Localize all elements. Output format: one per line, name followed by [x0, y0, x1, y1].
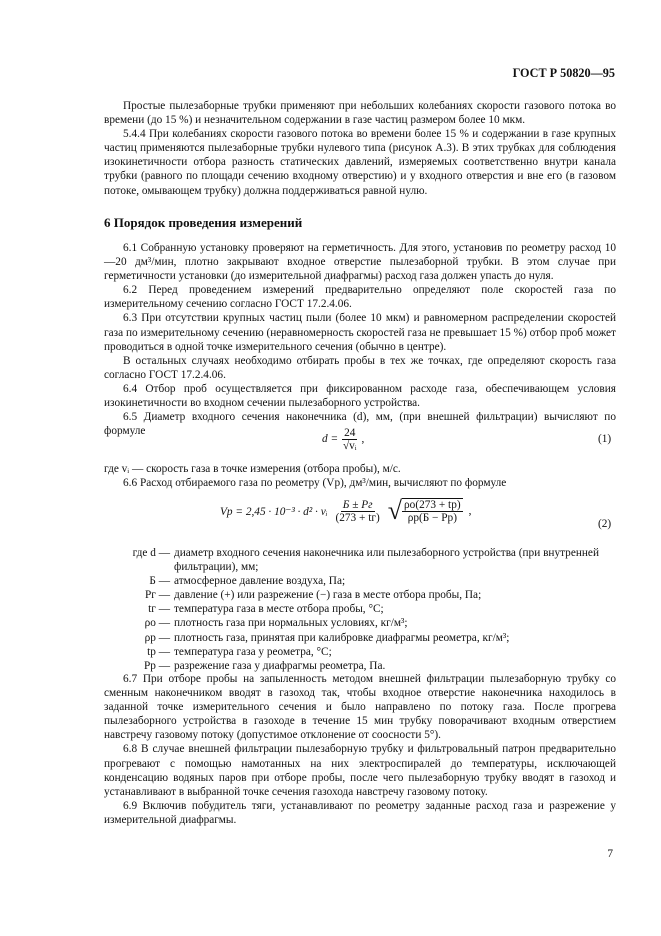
paragraph: 6.8 В случае внешней фильтрации пылезаборную трубку и фильтровальный патрон предварительно прогревают с помощью намотанных на них электроспиралей до температуры, исключающей конденсацию водяных паров при отборе пробы, после чего пылезаборную трубку вводят в газоход и устанавливают в выбранной точке сечения газохода навстречу газовому потоку.: [104, 743, 616, 798]
legend-row: где d — диаметр входного сечения наконечника или пылезаборного устройства (при внутренней фильтрации), мм;: [132, 547, 599, 574]
legend-row: Pр — разрежение газа у диафрагмы реометра, Па.: [143, 659, 386, 672]
paragraph: Простые пылезаборные трубки применяют при небольших колебаниях скорости газового потока во времени (до 15 %) и незначительном содержании в газе частиц размером более 10 мкм.: [104, 100, 616, 127]
intro-block: [104, 99, 616, 198]
legend-row: ρо — плотность газа при нормальных условиях, кг/м³;: [144, 617, 408, 630]
paragraph: 6.5 Диаметр входного сечения наконечника (d), мм, (при внешней фильтрации) вычисляют по формуле: [104, 411, 616, 438]
paragraph: 6.3 При отсутствии крупных частиц пыли (более 10 мкм) и равномерном распределении скоростей газа по измерительному сечению (неравномерность скоростей газа не превышает 15 %) отбор проб может проводиться в одной точке измерительного сечения (обычно в центре).: [104, 312, 616, 353]
paragraph: 6.2 Перед проведением измерений предварительно определяют поле скоростей газа по измерительному сечению согласно ГОСТ 17.2.4.06.: [104, 284, 616, 311]
document-header: ГОСТ Р 50820—95: [512, 66, 615, 80]
legend-row: tр — температура газа у реометра, °С;: [147, 645, 332, 658]
symbols-legend: [104, 546, 616, 673]
formula-2-fraction-1: $\frac{Б \pm Pг}{(273 + tг)}$: [335, 498, 380, 524]
formula-2-sqrt: [388, 498, 463, 524]
legend-row: Б — атмосферное давление воздуха, Па;: [149, 575, 346, 588]
formula-2: Vр = 2,45 · 10⁻³ · d² · vᵢ $\frac{Б \pm Pг}{(273 + tг)}$ √ $\frac{\rho о(273 + tр)}{\rho р(Б - Pр)}$ ,: [220, 496, 472, 525]
section-block-b: [104, 672, 616, 827]
where-block: [104, 462, 616, 490]
paragraph: 6.6 Расход отбираемого газа по реометру (Vр), дм³/мин, вычисляют по формуле: [123, 477, 507, 490]
equation-number-1: (1): [598, 433, 612, 445]
paragraph: где vᵢ — скорость газа в точке измерения (отбора пробы), м/с.: [104, 463, 401, 475]
paragraph: 6.1 Собранную установку проверяют на герметичность. Для этого, установив по реометру расход 10—20 дм³/мин, плотно закрывают входное отверстие пылезаборной трубки. В этом случае при герметичности установки (до измерительной диафрагмы) расход газа должен упасть до нуля.: [104, 242, 616, 283]
paragraph: В остальных случаях необходимо отбирать пробы в тех же точках, где определяют скорость газа согласно ГОСТ 17.2.4.06.: [104, 354, 616, 381]
page-number: 7: [607, 848, 613, 860]
equation-number-2: (2): [598, 518, 612, 530]
formula-1-fraction: $\frac{24}{\text{√vᵢ}}$: [342, 427, 357, 452]
section-title: 6 Порядок проведения измерений: [104, 215, 303, 230]
formula-2-fraction-2: $\frac{\rho о(273 + tр)}{\rho р(Б - Pр)}$: [404, 499, 461, 524]
paragraph: 5.4.4 При колебаниях скорости газового потока во времени более 15 % и содержании в газе крупных частиц применяются пылезаборные трубки нулевого типа (рисунок А.3). В этих трубках для соблюдения изокинетичности отбора разность статических давлений, измеряемых соответственно внутри канала трубки (равного по площади сечению входному отверстию) и у входного отверстия и вне его (в газовом потоке, омывающем трубку) должна поддерживаться равной нулю.: [104, 128, 616, 197]
paragraph: 6.4 Отбор проб осуществляется при фиксированном расходе газа, обеспечивающем условия изокинетичности во входном сечении пылезаборного устройства.: [104, 382, 616, 410]
legend-row: tг — температура газа в месте отбора пробы, °С;: [148, 603, 384, 616]
sqrt-icon: √: [387, 496, 403, 525]
legend-row: Pг — давление (+) или разрежение (−) газа в месте отбора пробы, Па;: [144, 589, 482, 602]
paragraph: 6.7 При отборе пробы на запыленность методом внешней фильтрации пылезаборную трубку со сменным наконечником вводят в газоход так, чтобы входное отверстие наконечника находилось в заданной точке измерительного сечения и было направлено по потоку газа. После прогрева пылезаборного устройства в газоходе в течение 15 мин трубку поворачивают входным отверстием навстречу газовому потоку (допустимое отклонение от соосности 5°).: [104, 673, 616, 742]
paragraph: 6.9 Включив побудитель тяги, устанавливают по реометру заданные расход газа и разрежение у измерительной диафрагмы.: [104, 799, 616, 826]
formula-1: d = $\frac{24}{\text{√vᵢ}}$ ,: [322, 427, 365, 452]
legend-row: ρр — плотность газа, принятая при калибровке диафрагмы реометра, кг/м³;: [144, 631, 510, 644]
section-block-a: [104, 241, 616, 438]
